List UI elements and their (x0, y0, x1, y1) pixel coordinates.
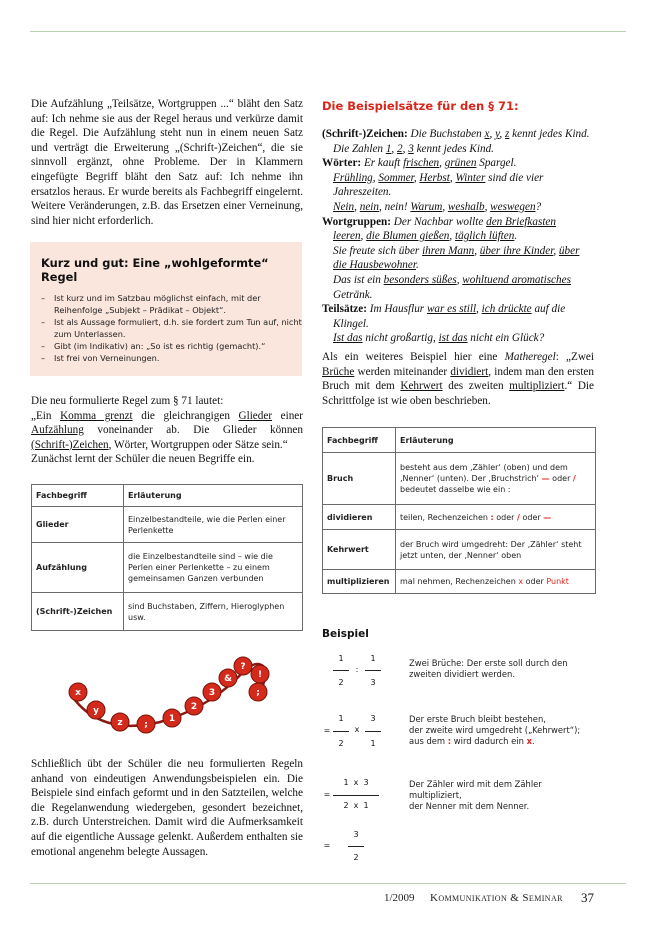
table-cell: teilen, Rechenzeichen : oder / oder — (396, 505, 596, 530)
table-header: Erläuterung (396, 428, 596, 453)
example-line: Jahreszeiten. (333, 186, 392, 199)
box-item: – Ist als Aussage formuliert, d.h. sie fordert zum Tun auf, nicht zum Unterlassen. (30, 316, 302, 340)
equals-sign: = (323, 841, 331, 850)
closing-paragraph: Schließlich übt der Schüler die neu formulierten Regeln anhand von eindeutigen Anwendungsbeispielen ein. Die Beispiele sind einfach geformt und in den Satzteilen, welche die Regelanwendung wiedergeben, gesondert bezeichnet, z.B. durch Unterstreichen. Damit wird die Aufmerksamkeit auf die eigentliche Aussage gelenkt. Außerdem enthalten sie emotional angenehm belegte Aussagen. (31, 758, 303, 858)
numerator: 1 (338, 654, 344, 663)
table-term: (Schrift-)Zeichen (32, 593, 124, 631)
box-item: – Gibt (im Indikativ) an: „So ist es richtig (gemacht).“ (30, 340, 302, 352)
footer-journal: Kommunikation & Seminar (430, 892, 563, 904)
example-line: Das ist ein besonders süßes, wohltuend aromatisches (333, 273, 571, 286)
example-line: Die Zahlen 1, 2, 3 kennt jedes Kind. (333, 142, 494, 155)
equals-sign: = (323, 790, 331, 799)
bead-label: ? (240, 662, 246, 672)
box-item: – Ist kurz und im Satzbau möglichst einfach, mit der Reihenfolge „Subjekt – Prädikat – Objekt“. (30, 292, 302, 316)
top-rule (30, 31, 626, 32)
rule-text: „Ein Komma grenzt die gleichrangigen Glieder einer Aufzählung voneinander ab. Die Glieder können (Schrift-)Zeichen, Wörter, Wortgruppen oder Sätze sein.“ (31, 409, 303, 451)
fraction-bar (333, 670, 349, 671)
mathe-paragraph: Als ein weiteres Beispiel hier eine Matheregel: „Zwei Brüche werden miteinander dividiert, indem man den ersten Bruch mit dem Kehrwert des zweiten multipliziert.“ Die Schrittfolge ist wie oben beschrieben. (322, 351, 595, 407)
beispiel-title: Beispiel (322, 628, 369, 640)
fraction-bar (365, 731, 381, 732)
table-cell: sind Buchstaben, Ziffern, Hieroglyphen usw. (124, 593, 303, 631)
example-line: Klingel. (333, 317, 369, 330)
equals-sign: = (323, 726, 331, 735)
table-header: Erläuterung (124, 485, 303, 507)
example-line: Teilsätze: Im Hausflur war es still, ich drückte auf die (322, 303, 566, 316)
example-line: leeren, die Blumen gießen, täglich lüften. (333, 230, 518, 243)
rule-paragraph (31, 394, 303, 467)
denominator: 1 (370, 739, 376, 748)
bead-label: ; (256, 688, 260, 698)
denominator: 2 (338, 739, 344, 748)
bead-label: ! (257, 670, 263, 680)
denominator: 2 x 1 (343, 801, 369, 810)
numerator: 1 (338, 714, 344, 723)
example-line: (Schrift-)Zeichen: Die Buchstaben x, y, z kennt jedes Kind. (322, 128, 590, 140)
box-item: – Ist frei von Verneinungen. (30, 352, 302, 364)
intro-paragraph: Die Aufzählung „Teilsätze, Wortgruppen ...“ bläht den Satz auf: Ich nehme sie aus der Regel heraus und verkürze damit die Regel. Die Aufzählung steht nun in einem neuen Satz und verträgt die Erweiterung „(Schrift-)Zeichen“, die sie sinnvoll ergänzt, ohne Probleme. Der in Klammern eingefügte Begriff bläht den Satz auf: Ich nehme ihn ersatzlos heraus. Er wurde bereits als Fachbegriff eingelernt. Weitere Veränderungen, z.B. das Ersetzen einer Verneinung, sind hier nicht erforderlich. (31, 98, 303, 227)
box-title: Kurz und gut: Eine „wohlgeformte“ Regel (41, 256, 269, 284)
page-number: 37 (581, 890, 594, 905)
fraction-bar (333, 731, 349, 732)
table-header: Fachbegriff (323, 428, 396, 453)
example-line: Getränk. (333, 288, 373, 301)
fraction-bar (348, 846, 364, 847)
numerator: 3 (353, 830, 359, 839)
table-term: Aufzählung (32, 543, 124, 593)
fraction-bar (333, 795, 379, 796)
table-term: Bruch (323, 453, 396, 505)
table-term: multiplizieren (323, 570, 396, 594)
box-list (30, 292, 302, 364)
bead-label: & (224, 674, 232, 684)
table-header: Fachbegriff (32, 485, 124, 507)
fraction-bar (365, 670, 381, 671)
table-term: Kehrwert (323, 530, 396, 570)
table-cell: besteht aus dem ‚Zähler‘ (oben) und dem ‚Nenner‘ (unten). Der ‚Bruchstrich‘ — oder / bedeutet dasselbe wie ein : (396, 453, 596, 505)
bead-label: ; (144, 720, 148, 730)
bead-chain-illustration (60, 652, 275, 747)
example-line: Sie freute sich über ihren Mann, über ihre Kinder, über (333, 244, 580, 257)
bead-label: 1 (168, 714, 176, 724)
example-line: Nein, nein, nein! Warum, weshalb, weswegen? (333, 200, 542, 213)
rule-intro: Die neu formulierte Regel zum § 71 lautet: (31, 395, 224, 407)
table-term: dividieren (323, 505, 396, 530)
bead-label: y (93, 706, 99, 716)
examples-block (322, 127, 602, 346)
step-text: Der erste Bruch bleibt bestehen, der zweite wird umgedreht („Kehrwert“); aus dem : wird dadurch ein x. (409, 714, 581, 746)
examples-heading: Die Beispielsätze für den § 71: (322, 99, 519, 113)
bead-label: z (117, 718, 123, 728)
example-line: die Hausbewohner. (333, 259, 419, 272)
bead-label: 3 (208, 688, 216, 698)
table-cell: Einzelbestandteile, wie die Perlen einer Perlenkette (124, 507, 303, 543)
bottom-rule (30, 883, 626, 884)
example-line: Ist das nicht großartig, ist das nicht ein Glück? (333, 332, 545, 345)
denominator: 2 (338, 678, 344, 687)
left-table (31, 484, 303, 631)
numerator: 3 (370, 714, 376, 723)
bead-label: 2 (190, 702, 198, 712)
table-cell: der Bruch wird umgedreht: Der ‚Zähler‘ steht jetzt unten, der ‚Nenner‘ oben (396, 530, 596, 570)
numerator: 1 (370, 654, 376, 663)
table-cell: die Einzelbestandteile sind – wie die Perlen einer Perlenkette – zu einem gemeinsamen Ganzen verbunden (124, 543, 303, 593)
bead-label: x (75, 688, 81, 698)
example-line: Wortgruppen: Der Nachbar wollte den Briefkasten (322, 215, 556, 228)
table-term: Glieder (32, 507, 124, 543)
rule-after: Zunächst lernt der Schüler die neuen Begriffe ein. (31, 453, 255, 466)
numerator: 1 x 3 (343, 778, 369, 787)
example-line: Frühling, Sommer, Herbst, Winter sind die vier (333, 171, 544, 184)
divide-sign: : (355, 665, 359, 674)
step-text: Der Zähler wird mit dem Zähler multipliziert, der Nenner mit dem Nenner. (409, 779, 542, 811)
example-line: Wörter: Er kauft frischen, grünen Spargel. (322, 157, 517, 170)
times-sign: x (354, 725, 360, 734)
right-table (322, 427, 596, 594)
denominator: 3 (370, 678, 376, 687)
denominator: 2 (353, 853, 359, 862)
table-cell: mal nehmen, Rechenzeichen x oder Punkt (396, 570, 596, 594)
step-text: Zwei Brüche: Der erste soll durch den zweiten dividiert werden. (409, 658, 568, 679)
footer-issue: 1/2009 (384, 892, 415, 904)
info-box (30, 242, 302, 376)
